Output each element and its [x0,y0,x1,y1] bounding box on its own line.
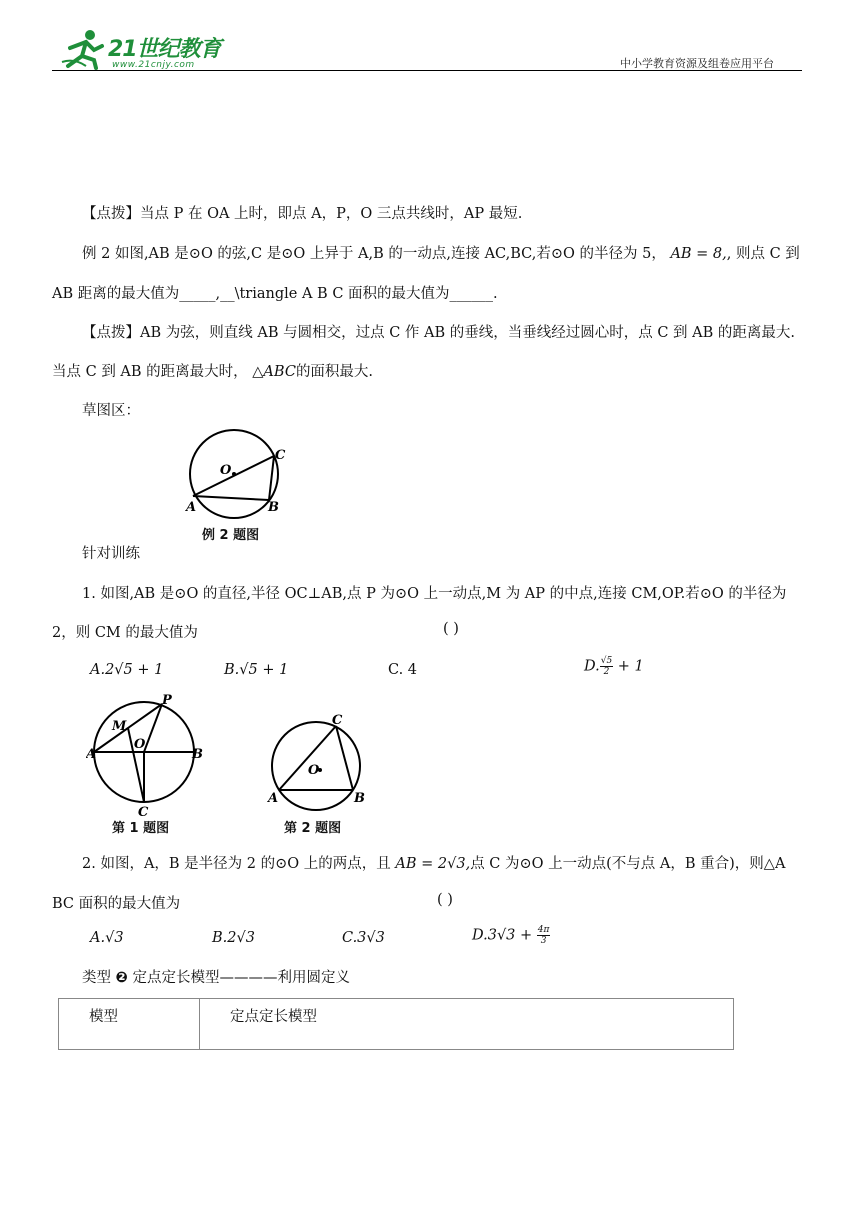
q2-figure [266,710,376,815]
hint2-line2: 当点 C 到 AB 的距离最大时， △ABC的面积最大. [52,364,374,380]
label-A: A [86,747,97,762]
label-B: B [192,747,203,762]
table-cell-header: 模型 [59,999,200,1050]
example2-figure-caption: 例 2 题图 [202,528,260,543]
q1-option-c[interactable]: C. 4 [388,662,418,678]
label-A: A [186,500,197,515]
q2-option-d[interactable]: D.3√3 + $\frac{4\pi}{3}$ [472,925,550,946]
table-cell-value: 定点定长模型 [200,999,734,1050]
sketch-area-label: 草图区： [82,403,140,419]
q2-figure-caption: 第 2 题图 [284,821,342,836]
label-O: O [220,463,232,478]
number-badge-icon: ❷ [115,970,128,986]
label-O: O [134,737,146,752]
label-C: C [275,448,286,463]
q2-option-a[interactable]: A.√3 [90,930,124,946]
q2-line1: 2. 如图，A，B 是半径为 2 的⊙O 上的两点，且 AB = 2√3,点 C 为⊙O 上一动点(不与点 A，B 重合)，则△A [82,856,786,872]
q1-option-d[interactable]: D. $\frac{√5}{2}$ + 1 [584,656,644,677]
q1-option-a[interactable]: A.2√5 + 1 [90,662,164,678]
label-C: C [332,713,343,728]
label-A: A [268,791,279,806]
type2-heading: 类型 ❷ 定点定长模型————利用圆定义 [82,970,350,986]
hint1-text: 当点 P 在 OA 上时，即点 A，P，O 三点共线时，AP 最短. [140,206,523,222]
q2-line2: BC 面积的最大值为 [52,896,181,912]
table-row [59,999,734,1050]
header-logo [60,28,260,72]
q1-answer-paren: ( ) [443,621,459,637]
label-C: C [138,805,149,817]
q2-option-b[interactable]: B.2√3 [212,930,255,946]
hint1-line [82,202,522,223]
label-P: P [162,693,172,708]
q1-option-b[interactable]: B.√5 + 1 [224,662,289,678]
q1-line1: 1. 如图,AB 是⊙O 的直径,半径 OC⊥AB,点 P 为⊙O 上一动点,M 为 AP 的中点,连接 CM,OP.若⊙O 的半径为 [82,586,787,602]
logo-text: 21世纪教育 [108,37,221,62]
practice-heading: 针对训练 [82,546,140,562]
example2-line1: 例 2 如图,AB 是⊙O 的弦,C 是⊙O 上异于 A,B 的一动点,连接 AC,BC,若⊙O 的半径为 5， AB = 8,, 则点 C 到 [82,246,800,262]
q2-option-c[interactable]: C.3√3 [342,930,385,946]
q2-answer-paren: ( ) [437,892,453,908]
model-table [58,998,734,1050]
example2-line2: AB 距离的最大值为_____,__\triangle A B C 面积的最大值为______. [52,286,498,302]
label-B: B [354,791,365,806]
q1-line2: 2，则 CM 的最大值为 [52,625,198,641]
label-O: O [308,763,320,778]
hint-tag: 【点拨】 [82,206,140,222]
hint2-line1: 【点拨】AB 为弦，则直线 AB 与圆相交，过点 C 作 AB 的垂线，当垂线经过圆心时，点 C 到 AB 的距离最大. [82,325,796,341]
label-M: M [112,719,127,734]
runner-logo-icon [60,28,106,70]
q1-figure-caption: 第 1 题图 [112,821,170,836]
header-tagline: 中小学教育资源及组卷应用平台 [620,57,774,70]
header-divider [52,70,802,71]
logo-url: www.21cnjy.com [112,60,195,70]
label-B: B [268,500,279,515]
q1-figure [86,692,206,817]
